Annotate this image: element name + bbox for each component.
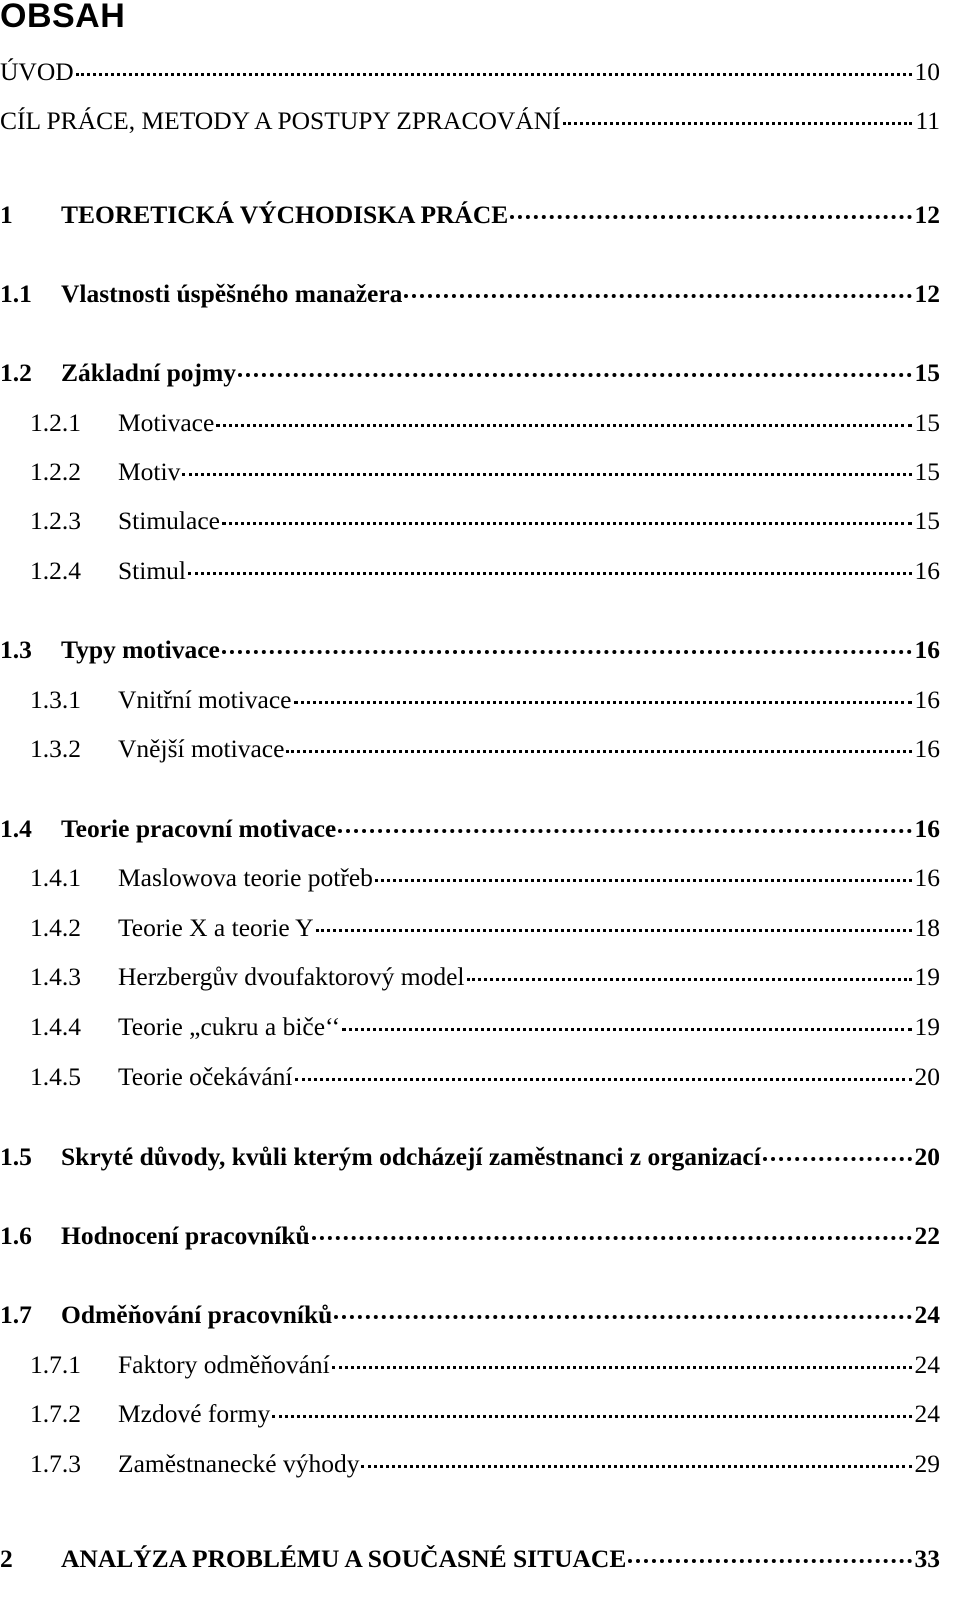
toc-entry-page-number: 16	[914, 634, 940, 664]
dot-leader	[563, 103, 913, 129]
dot-leader	[238, 355, 911, 381]
dot-leader	[286, 731, 911, 757]
dot-leader	[332, 1347, 912, 1373]
toc-entry[interactable]	[0, 1541, 940, 1575]
toc-entry-title: Základní pojmy	[61, 357, 237, 387]
dot-leader	[316, 910, 912, 936]
toc-entry[interactable]	[0, 54, 940, 88]
toc-entry-number: 1.2.1	[30, 407, 81, 437]
toc-entry-title: Vnější motivace	[118, 733, 285, 763]
toc-entry-title: Vlastnosti úspěšného manažera	[61, 278, 403, 308]
toc-entry-title: Herzbergův dvoufaktorový model	[118, 961, 465, 991]
toc-entry-page-number: 10	[914, 56, 940, 86]
dot-leader	[510, 197, 911, 223]
dot-leader	[338, 811, 911, 837]
dot-leader	[342, 1009, 911, 1035]
toc-entry-page-number: 15	[914, 407, 940, 437]
dot-leader	[334, 1297, 911, 1323]
toc-entry[interactable]	[0, 632, 940, 666]
toc-entry[interactable]	[0, 860, 940, 894]
dot-leader	[361, 1446, 911, 1472]
toc-entry[interactable]	[0, 682, 940, 716]
toc-entry-page-number: 24	[914, 1299, 940, 1329]
toc-entry-number: 1.4.1	[30, 862, 81, 892]
toc-entry-title: Teorie „cukru a biče‘‘	[118, 1011, 341, 1041]
toc-entry-number: 1.7	[0, 1299, 32, 1329]
toc-entry-title: CÍL PRÁCE, METODY A POSTUPY ZPRACOVÁNÍ	[0, 105, 561, 135]
toc-entry-number: 1.3.1	[30, 684, 81, 714]
toc-entry-number: 1.4	[0, 813, 32, 843]
toc-entry-title: Typy motivace	[61, 634, 220, 664]
dot-leader	[222, 632, 912, 658]
toc-entry-title: ÚVOD	[0, 56, 74, 86]
toc-entry[interactable]	[0, 355, 940, 389]
dot-leader	[216, 405, 911, 431]
toc-entry-title: Odměňování pracovníků	[61, 1299, 333, 1329]
dot-leader	[188, 553, 911, 579]
toc-entry[interactable]	[0, 1139, 940, 1173]
toc-entry-number: 1.1	[0, 278, 32, 308]
toc-heading: OBSAH	[0, 0, 126, 35]
toc-entry[interactable]	[0, 910, 940, 944]
toc-entry-number: 1.5	[0, 1141, 32, 1171]
toc-entry[interactable]	[0, 454, 940, 488]
toc-entry-title: TEORETICKÁ VÝCHODISKA PRÁCE	[61, 199, 509, 229]
toc-entry[interactable]	[0, 1396, 940, 1430]
dot-leader	[295, 1059, 912, 1085]
dot-leader	[763, 1139, 912, 1165]
toc-entry-number: 1.2	[0, 357, 32, 387]
toc-entry-number: 1.7.2	[30, 1398, 81, 1428]
toc-entry-number: 1.6	[0, 1220, 32, 1250]
toc-entry[interactable]	[0, 959, 940, 993]
toc-entry[interactable]	[0, 1009, 940, 1043]
toc-entry-page-number: 24	[914, 1349, 940, 1379]
dot-leader	[375, 860, 912, 886]
toc-entry-title: Hodnocení pracovníků	[61, 1220, 310, 1250]
toc-entry-page-number: 19	[914, 961, 940, 991]
toc-entry[interactable]	[0, 731, 940, 765]
toc-entry-title: Zaměstnanecké výhody	[118, 1448, 360, 1478]
toc-entry-page-number: 15	[914, 505, 940, 535]
toc-entry-number: 2	[0, 1543, 13, 1573]
toc-entry[interactable]	[0, 811, 940, 845]
toc-entry-page-number: 16	[914, 555, 940, 585]
toc-entry[interactable]	[0, 1347, 940, 1381]
toc-entry-title: Vnitřní motivace	[118, 684, 292, 714]
toc-entry-page-number: 20	[914, 1141, 940, 1171]
toc-entry-title: Stimulace	[118, 505, 220, 535]
dot-leader	[222, 503, 912, 529]
toc-entry-page-number: 16	[914, 684, 940, 714]
toc-entry-number: 1.2.3	[30, 505, 81, 535]
dot-leader	[467, 959, 912, 985]
toc-entry-title: Skryté důvody, kvůli kterým odcházejí zaměstnanci z organizací	[61, 1141, 761, 1171]
toc-entry-page-number: 16	[914, 862, 940, 892]
toc-entry-title: Teorie očekávání	[118, 1061, 293, 1091]
toc-entry-page-number: 20	[914, 1061, 940, 1091]
toc-entry-title: Teorie X a teorie Y	[118, 912, 314, 942]
toc-entry-number: 1.7.3	[30, 1448, 81, 1478]
toc-entry-page-number: 29	[914, 1448, 940, 1478]
toc-entry-number: 1.2.4	[30, 555, 81, 585]
toc-entry-title: ANALÝZA PROBLÉMU A SOUČASNÉ SITUACE	[61, 1543, 627, 1573]
toc-entry-number: 1.7.1	[30, 1349, 81, 1379]
toc-entry[interactable]	[0, 197, 940, 231]
toc-entry-number: 1.3	[0, 634, 32, 664]
toc-entry-page-number: 19	[914, 1011, 940, 1041]
toc-entry-title: Maslowova teorie potřeb	[118, 862, 373, 892]
toc-entry-page-number: 11	[915, 105, 940, 135]
dot-leader	[628, 1541, 911, 1567]
toc-entry[interactable]	[0, 1297, 940, 1331]
toc-entry-page-number: 12	[914, 278, 940, 308]
dot-leader	[272, 1396, 911, 1422]
dot-leader	[294, 682, 912, 708]
toc-entry[interactable]	[0, 1218, 940, 1252]
toc-entry-number: 1.4.3	[30, 961, 81, 991]
toc-entry-page-number: 15	[914, 357, 940, 387]
toc-entry-number: 1	[0, 199, 13, 229]
toc-entry-page-number: 12	[914, 199, 940, 229]
toc-entry-number: 1.2.2	[30, 456, 81, 486]
toc-entry-page-number: 15	[914, 456, 940, 486]
toc-entry-page-number: 16	[914, 813, 940, 843]
toc-entry-title: Motiv	[118, 456, 181, 486]
toc-entry-page-number: 22	[914, 1220, 940, 1250]
toc-entry-number: 1.4.2	[30, 912, 81, 942]
dot-leader	[182, 454, 911, 480]
toc-entry-title: Teorie pracovní motivace	[61, 813, 337, 843]
toc-entry-number: 1.4.5	[30, 1061, 81, 1091]
toc-entry[interactable]	[0, 553, 940, 587]
toc-entry-title: Mzdové formy	[118, 1398, 271, 1428]
toc-entry[interactable]	[0, 1059, 940, 1093]
toc-entry-page-number: 18	[914, 912, 940, 942]
toc-entry-page-number: 33	[914, 1543, 940, 1573]
toc-entry-number: 1.4.4	[30, 1011, 81, 1041]
toc-entry-title: Faktory odměňování	[118, 1349, 330, 1379]
toc-entry-page-number: 16	[914, 733, 940, 763]
toc-entry[interactable]	[0, 405, 940, 439]
toc-entry[interactable]	[0, 503, 940, 537]
dot-leader	[312, 1218, 912, 1244]
toc-entry[interactable]	[0, 276, 940, 310]
dot-leader	[76, 54, 912, 80]
toc-entry[interactable]	[0, 1446, 940, 1480]
toc-entry[interactable]	[0, 103, 940, 137]
toc-entry-title: Stimul	[118, 555, 187, 585]
dot-leader	[404, 276, 911, 302]
toc-entry-title: Motivace	[118, 407, 215, 437]
toc-entry-number: 1.3.2	[30, 733, 81, 763]
toc-entry-page-number: 24	[914, 1398, 940, 1428]
